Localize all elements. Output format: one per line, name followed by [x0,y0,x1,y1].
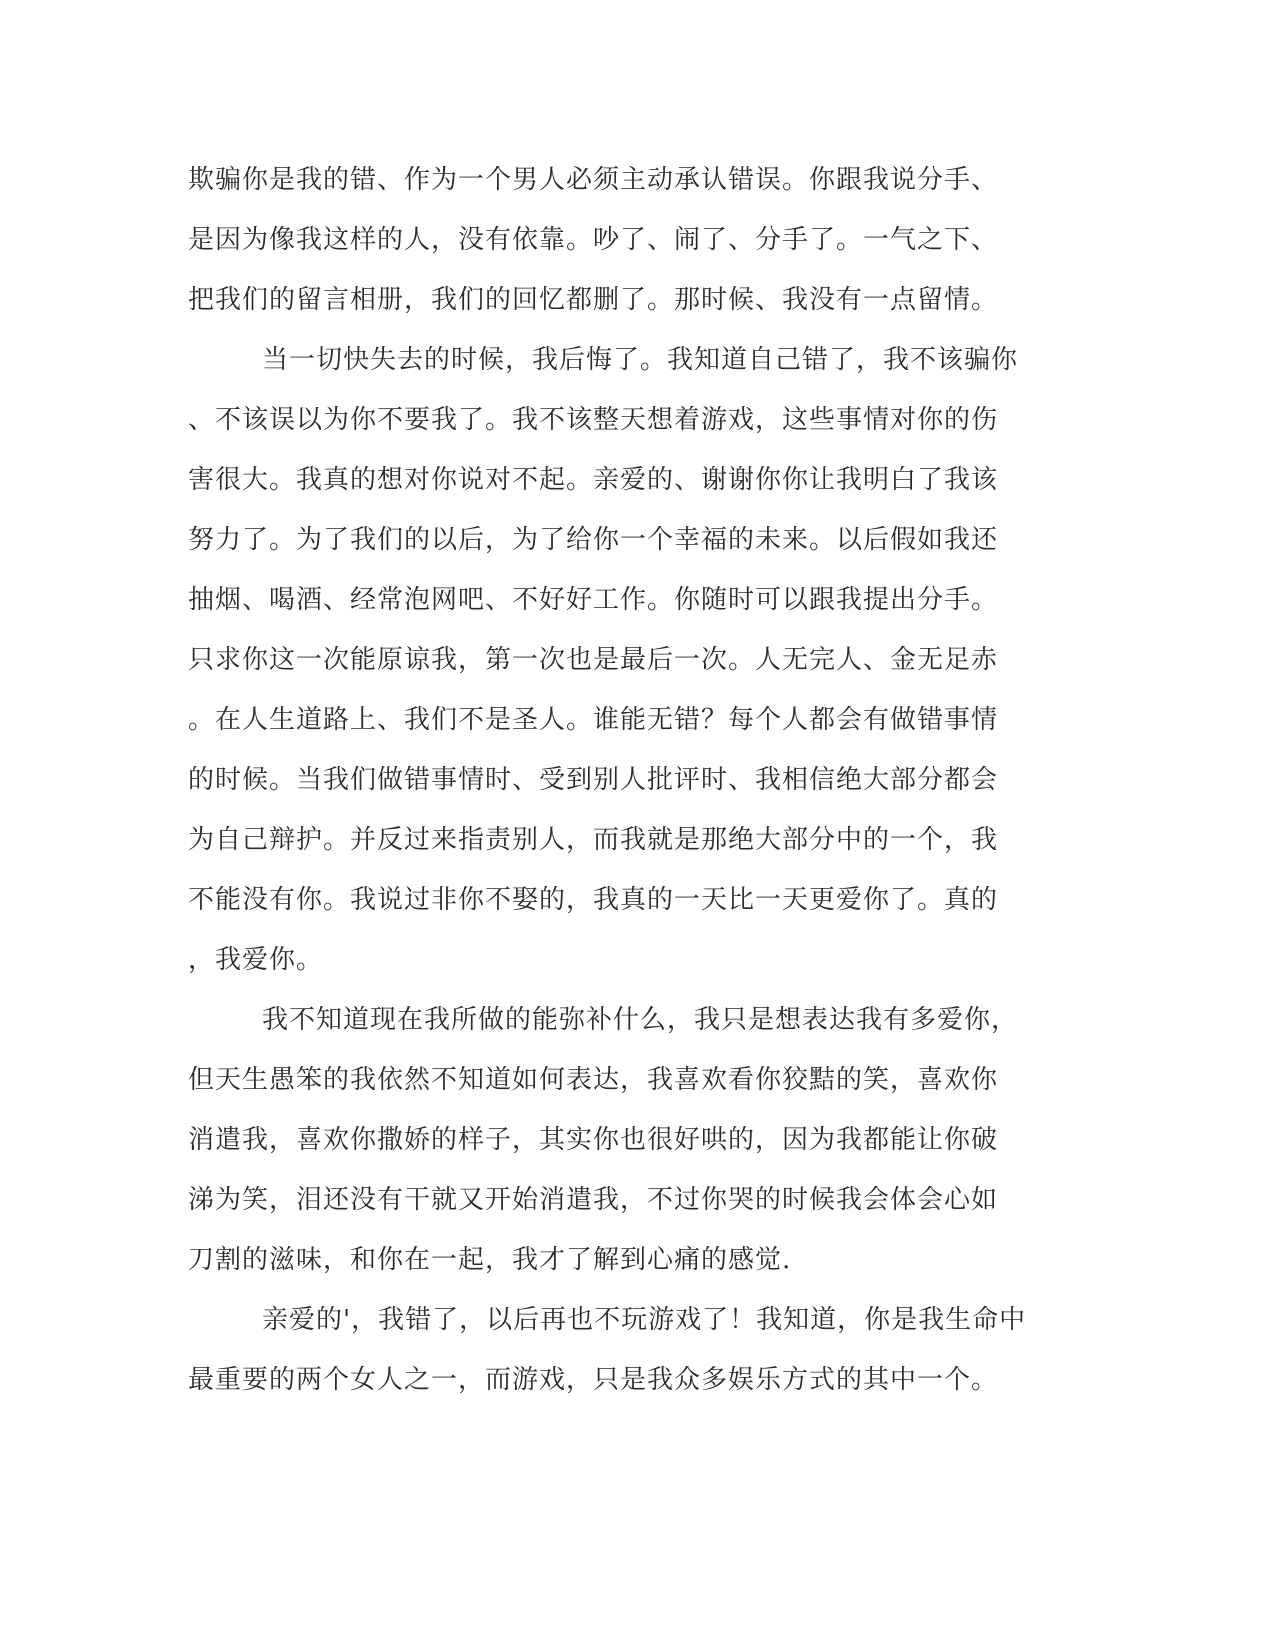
text-line: 欺骗你是我的错、作为一个男人必须主动承认错误。你跟我说分手、 [188,165,999,195]
text-line: 为自己辩护。并反过来指责别人，而我就是那绝大部分中的一个，我 [188,825,999,855]
text-line: ，我爱你。 [188,945,324,975]
text-line: 但天生愚笨的我依然不知道如何表达，我喜欢看你狡黠的笑，喜欢你 [188,1065,999,1095]
paragraph-start-line: 我不知道现在我所做的能弥补什么，我只是想表达我有多爱你， [262,1005,1019,1035]
paragraph-start-line: 亲爱的'，我错了，以后再也不玩游戏了！我知道，你是我生命中 [262,1305,1027,1335]
text-line: 消遣我，喜欢你撒娇的样子，其实你也很好哄的，因为我都能让你破 [188,1125,999,1155]
text-line: 是因为像我这样的人，没有依靠。吵了、闹了、分手了。一气之下、 [188,225,999,255]
text-line: 不能没有你。我说过非你不娶的，我真的一天比一天更爱你了。真的 [188,885,999,915]
text-line: 、不该误以为你不要我了。我不该整天想着游戏，这些事情对你的伤 [188,405,999,435]
text-line: 的时候。当我们做错事情时、受到别人批评时、我相信绝大部分都会 [188,765,999,795]
text-line: 最重要的两个女人之一，而游戏，只是我众多娱乐方式的其中一个。 [188,1365,999,1395]
text-line: 抽烟、喝酒、经常泡网吧、不好好工作。你随时可以跟我提出分手。 [188,585,999,615]
text-line: 。在人生道路上、我们不是圣人。谁能无错？每个人都会有做错事情 [188,705,999,735]
text-line: 努力了。为了我们的以后，为了给你一个幸福的未来。以后假如我还 [188,525,999,555]
body-text [188,160,1068,1420]
text-line: 涕为笑，泪还没有干就又开始消遣我，不过你哭的时候我会体会心如 [188,1185,999,1215]
paragraph-start-line: 当一切快失去的时候，我后悔了。我知道自己错了，我不该骗你 [262,345,1019,375]
text-line: 害很大。我真的想对你说对不起。亲爱的、谢谢你你让我明白了我该 [188,465,999,495]
text-line: 只求你这一次能原谅我，第一次也是最后一次。人无完人、金无足赤 [188,645,999,675]
text-line: 刀割的滋味，和你在一起，我才了解到心痛的感觉. [188,1245,792,1275]
text-line: 把我们的留言相册，我们的回忆都删了。那时候、我没有一点留情。 [188,285,999,315]
